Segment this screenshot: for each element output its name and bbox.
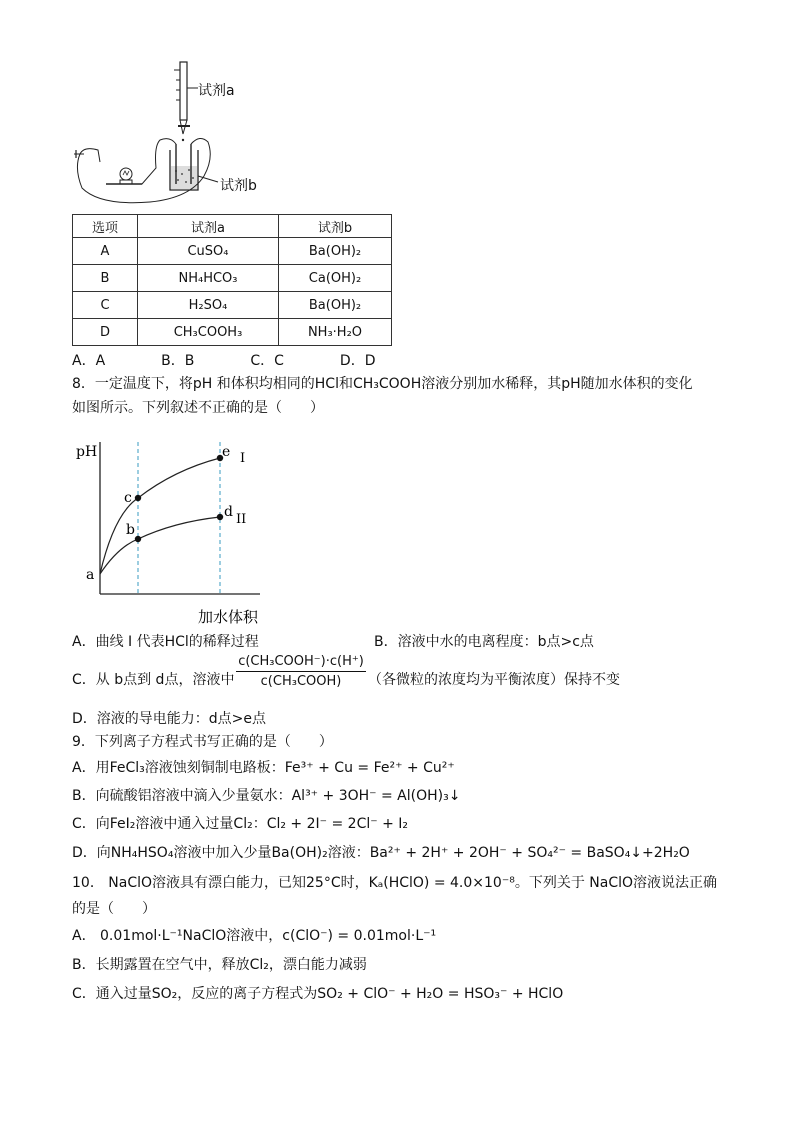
row-option: B	[73, 265, 138, 292]
row-reagent-a: NH₄HCO₃	[138, 265, 279, 292]
reagent-b-label: 试剂b	[220, 178, 257, 194]
q7-options: A．A B．B C．C D．D	[72, 353, 376, 369]
ph-dilution-graph	[70, 432, 270, 632]
q9-option-c: C．向FeI₂溶液中通入过量Cl₂：Cl₂ + 2I⁻ = 2Cl⁻ + I₂	[72, 816, 408, 832]
row-reagent-b: Ca(OH)₂	[279, 265, 392, 292]
q10-option-b: B．长期露置在空气中，释放Cl₂，漂白能力减弱	[72, 957, 367, 973]
curve-label-I: I	[240, 451, 246, 466]
q8-option-a: A．曲线 I 代表HCl的稀释过程	[72, 634, 259, 650]
q8-stem-line1: 8．一定温度下，将pH 和体积均相同的HCl和CH₃COOH溶液分别加水稀释，其pH随加水体积的变化	[72, 376, 693, 392]
curve-I	[100, 458, 220, 574]
y-axis-label: pH	[76, 444, 98, 460]
point-d	[217, 514, 223, 520]
header-option: 选项	[73, 215, 138, 238]
q8-stem-line2: 如图所示。下列叙述不正确的是（ ）	[72, 400, 324, 416]
curve-II	[100, 517, 220, 574]
fraction-numerator: c(CH₃COOH⁻)·c(H⁺)	[236, 654, 366, 672]
header-reagent-a: 试剂a	[138, 215, 279, 238]
row-reagent-b: Ba(OH)₂	[279, 238, 392, 265]
table-row	[73, 265, 392, 292]
q10-option-a: A． 0.01mol·L⁻¹NaClO溶液中，c(ClO⁻) = 0.01mol·L⁻¹	[72, 928, 437, 944]
row-reagent-a: H₂SO₄	[138, 292, 279, 319]
table-row	[73, 319, 392, 346]
q8-option-c-prefix: C．从 b点到 d点，溶液中	[72, 672, 235, 688]
q9-stem: 9．下列离子方程式书写正确的是（ ）	[72, 734, 333, 750]
point-c	[135, 495, 141, 501]
row-option: C	[73, 292, 138, 319]
q9-option-a: A．用FeCl₃溶液蚀刻铜制电路板：Fe³⁺ + Cu = Fe²⁺ + Cu²⁺	[72, 760, 455, 776]
q9-option-b: B．向硫酸铝溶液中滴入少量氨水：Al³⁺ + 3OH⁻ = Al(OH)₃↓	[72, 788, 461, 804]
q8-option-c-fraction	[236, 654, 366, 689]
row-option: A	[73, 238, 138, 265]
fraction-denominator: c(CH₃COOH)	[260, 674, 342, 689]
row-reagent-b: NH₃·H₂O	[279, 319, 392, 346]
point-label-a: a	[86, 567, 95, 583]
row-reagent-a: CH₃COOH₃	[138, 319, 279, 346]
q10-option-c: C．通入过量SO₂，反应的离子方程式为SO₂ + ClO⁻ + H₂O = HSO₃⁻ + HClO	[72, 986, 564, 1002]
q9-option-d: D．向NH₄HSO₄溶液中加入少量Ba(OH)₂溶液：Ba²⁺ + 2H⁺ + 2OH⁻ + SO₄²⁻ = BaSO₄↓+2H₂O	[72, 845, 690, 861]
x-axis-label: 加水体积	[198, 608, 259, 626]
point-b	[135, 536, 141, 542]
header-reagent-b: 试剂b	[279, 215, 392, 238]
table-row	[73, 238, 392, 265]
reagent-a-label: 试剂a	[198, 83, 235, 99]
point-label-e: e	[222, 444, 231, 460]
q10-stem-line1: 10． NaClO溶液具有漂白能力，已知25°C时，Kₐ(HClO) = 4.0×10⁻⁸。下列关于 NaClO溶液说法正确	[72, 875, 718, 891]
curve-label-II: II	[236, 512, 247, 527]
point-label-b: b	[126, 522, 135, 538]
table-header-row	[73, 215, 392, 238]
q10-stem-line2: 的是（ ）	[72, 901, 156, 917]
row-reagent-a: CuSO₄	[138, 238, 279, 265]
row-reagent-b: Ba(OH)₂	[279, 292, 392, 319]
q8-option-c-suffix: （各微粒的浓度均为平衡浓度）保持不变	[368, 672, 620, 688]
q8-option-b: B．溶液中水的电离程度：b点>c点	[374, 634, 594, 650]
table-row	[73, 292, 392, 319]
q8-option-d: D．溶液的导电能力：d点>e点	[72, 711, 267, 727]
point-label-c: c	[124, 490, 132, 506]
reagent-options-table	[72, 214, 392, 346]
row-option: D	[73, 319, 138, 346]
point-label-d: d	[224, 504, 233, 520]
